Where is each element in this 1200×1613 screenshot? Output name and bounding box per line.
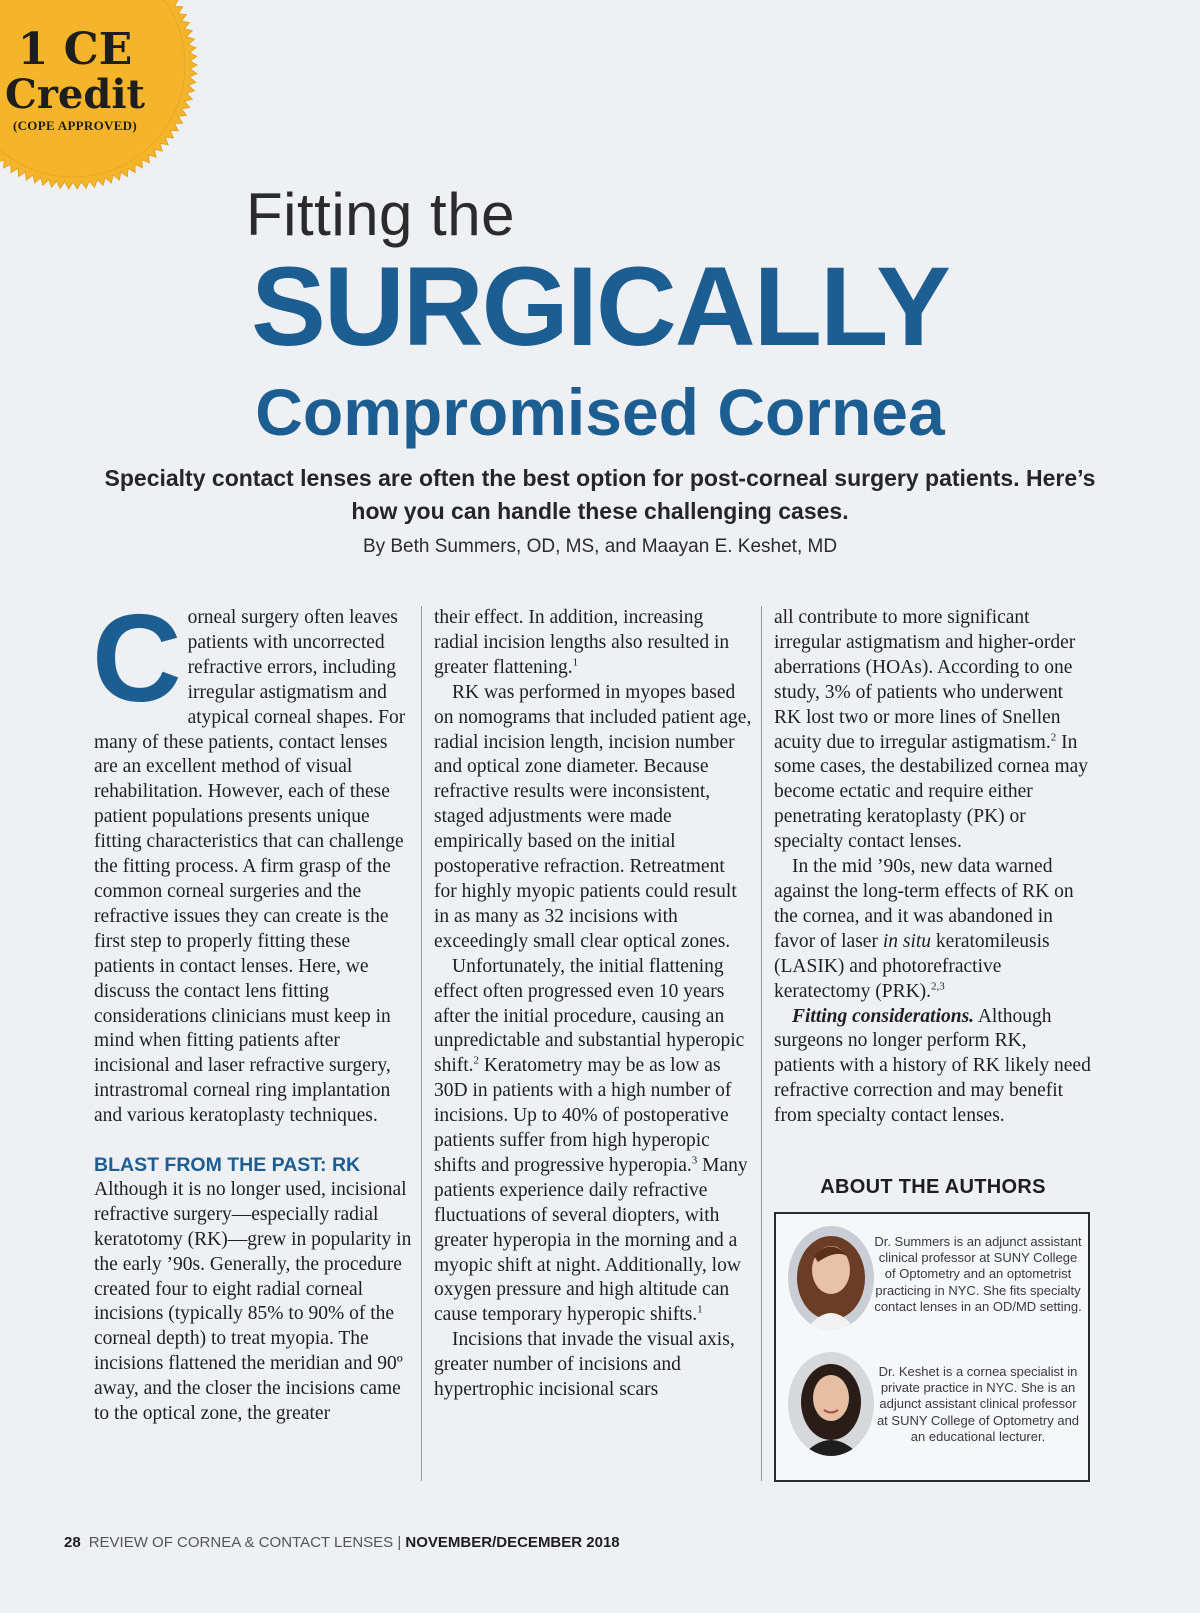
citation: 1 bbox=[697, 1303, 703, 1316]
byline: By Beth Summers, OD, MS, and Maayan E. Keshet, MD bbox=[362, 536, 838, 557]
badge-line-1: 1 CE bbox=[17, 24, 133, 75]
paragraph-text: In some cases, the destabilized cornea may become ectatic and require either penetrating keratoplasty (PK) or specialty contact lenses. bbox=[774, 731, 1089, 853]
page-footer bbox=[64, 1534, 620, 1551]
paragraph-text: Keratometry may be as low as 30D in patients with a high number of incisions. Up to 40% of postoperative patients suffer from high hyperopic shifts and progressive hyperopia. bbox=[434, 1055, 732, 1176]
intro-text: orneal surgery often leaves patients with uncorrected refractive errors, including irregular astigmatism and atypical corneal shapes. For many of these patients, contact lenses are an excellent method of visual rehabilitation. However, each of these patient populations presents unique fitting characteristics that can challenge the fitting process. A firm grasp of the common corneal surgeries and the refractive issues they can create is the first step to properly fitting these patients in contact lenses. Here, we discuss the contact lens fitting considerations clinicians must keep in mind when fitting patients after incisional and laser refractive surgery, intrastromal corneal ring implantation and various keratoplasty techniques. bbox=[94, 607, 406, 1127]
title-line-2: SURGICALLY bbox=[251, 244, 949, 369]
portrait-icon bbox=[788, 1352, 874, 1456]
paragraph-text: Many patients experience daily refractive fluctuations of several diopters, with greater hyperopia in the morning and a myopic shift at night. Additionally, low oxygen pressure and high altitude can cause temporary hyperopic shifts. bbox=[434, 1154, 748, 1326]
column-rule bbox=[421, 606, 422, 1481]
paragraph bbox=[774, 606, 1092, 855]
paragraph-text: keratomileusis (LASIK) and photorefractive keratectomy (PRK). bbox=[774, 930, 1050, 1002]
paragraph: Incisions that invade the visual axis, greater number of incisions and hypertrophic incisional scars bbox=[434, 1329, 735, 1401]
author-bio-summers: Dr. Summers is an adjunct assistant clinical professor at SUNY College of Optometry and an optometrist practicing in NYC. She fits specialty contact lenses in an OD/MD setting. bbox=[874, 1234, 1082, 1314]
article-column-1 bbox=[92, 590, 412, 1427]
citation: 2 bbox=[473, 1054, 480, 1067]
author-photo-keshet bbox=[788, 1352, 874, 1456]
citation: 1 bbox=[572, 656, 579, 669]
ce-credit-badge bbox=[0, 0, 198, 190]
paragraph-text: In the mid ’90s, new data warned against the long-term effects of RK on the cornea, and it was abandoned in favor of laser bbox=[774, 856, 1074, 952]
paragraph: Although it is no longer used, incisional refractive surgery—especially radial keratotomy (RK)—grew in popularity in the early ’90s. Generally, the procedure created four to eight radial corneal incisions (typically 85% to 90% of the corneal depth) to treat myopia. The incisions flattened the meridian and 90º away, and the closer the incisions came to the optical zone, the greater bbox=[94, 1178, 412, 1425]
article-column-3 bbox=[774, 606, 1092, 1129]
citation: 2,3 bbox=[931, 980, 945, 993]
paragraph-text: all contribute to more significant irregular astigmatism and higher-order aberrations (HOAs). According to one study, 3% of patients who underwent RK lost two or more lines of Snellen acuity due to irregular astigmatism. bbox=[774, 607, 1076, 753]
drop-cap: C bbox=[92, 590, 182, 728]
paragraph-text: their effect. In addition, increasing radial incision lengths also resulted in greater flattening. bbox=[434, 607, 730, 678]
author-bio-keshet: Dr. Keshet is a cornea specialist in private practice in NYC. She is an adjunct assistant clinical professor at SUNY College of Optometry and an educational lecturer. bbox=[876, 1364, 1080, 1444]
citation: 2 bbox=[1050, 731, 1057, 744]
about-authors-box bbox=[774, 1212, 1090, 1482]
page-number: 28 bbox=[64, 1534, 81, 1551]
paragraph: RK was performed in myopes based on nomograms that included patient age, radial incision length, incision number and optical zone diameter. Because refractive results were inconsistent, staged adjustments were made empirically based on the initial postoperative refraction. Retreatment for highly myopic patients could result in as many as 32 incisions with exceedingly small clear optical zones. bbox=[434, 681, 752, 952]
author-photo-summers bbox=[788, 1226, 874, 1330]
about-authors-title: ABOUT THE AUTHORS bbox=[820, 1176, 1046, 1198]
publication-name: REVIEW OF CORNEA & CONTACT LENSES | bbox=[88, 1534, 406, 1551]
issue-date: NOVEMBER/DECEMBER 2018 bbox=[405, 1534, 620, 1551]
paragraph bbox=[434, 955, 752, 1329]
paragraph bbox=[774, 1005, 1092, 1130]
paragraph bbox=[774, 855, 1092, 1004]
paragraph bbox=[92, 590, 412, 1129]
portrait-icon bbox=[788, 1226, 874, 1330]
italic-term: in situ bbox=[882, 930, 932, 952]
title-line-3: Compromised Cornea bbox=[255, 375, 945, 449]
article-deck: Specialty contact lenses are often the best option for post-corneal surgery patients. Here’s how you can handle these challenging cases. bbox=[104, 465, 1096, 524]
column-rule bbox=[761, 606, 762, 1481]
citation: 3 bbox=[691, 1154, 698, 1167]
article-column-2 bbox=[434, 606, 752, 1403]
section-heading: BLAST FROM THE PAST: RK bbox=[94, 1154, 361, 1177]
badge-line-2: Credit bbox=[5, 71, 145, 118]
badge-line-3: (COPE APPROVED) bbox=[12, 118, 138, 133]
paragraph bbox=[434, 606, 752, 681]
run-in-heading: Fitting considerations. bbox=[792, 1005, 975, 1027]
title-line-1: Fitting the bbox=[246, 181, 515, 248]
paragraph-text: Although surgeons no longer perform RK, patients with a history of RK likely need refractive correction and may benefit from specialty contact lenses. bbox=[774, 1005, 1091, 1127]
paragraph-text: Unfortunately, the initial flattening effect often progressed even 10 years after the initial procedure, causing an unpredictable and substantial hyperopic shift. bbox=[434, 955, 745, 1077]
